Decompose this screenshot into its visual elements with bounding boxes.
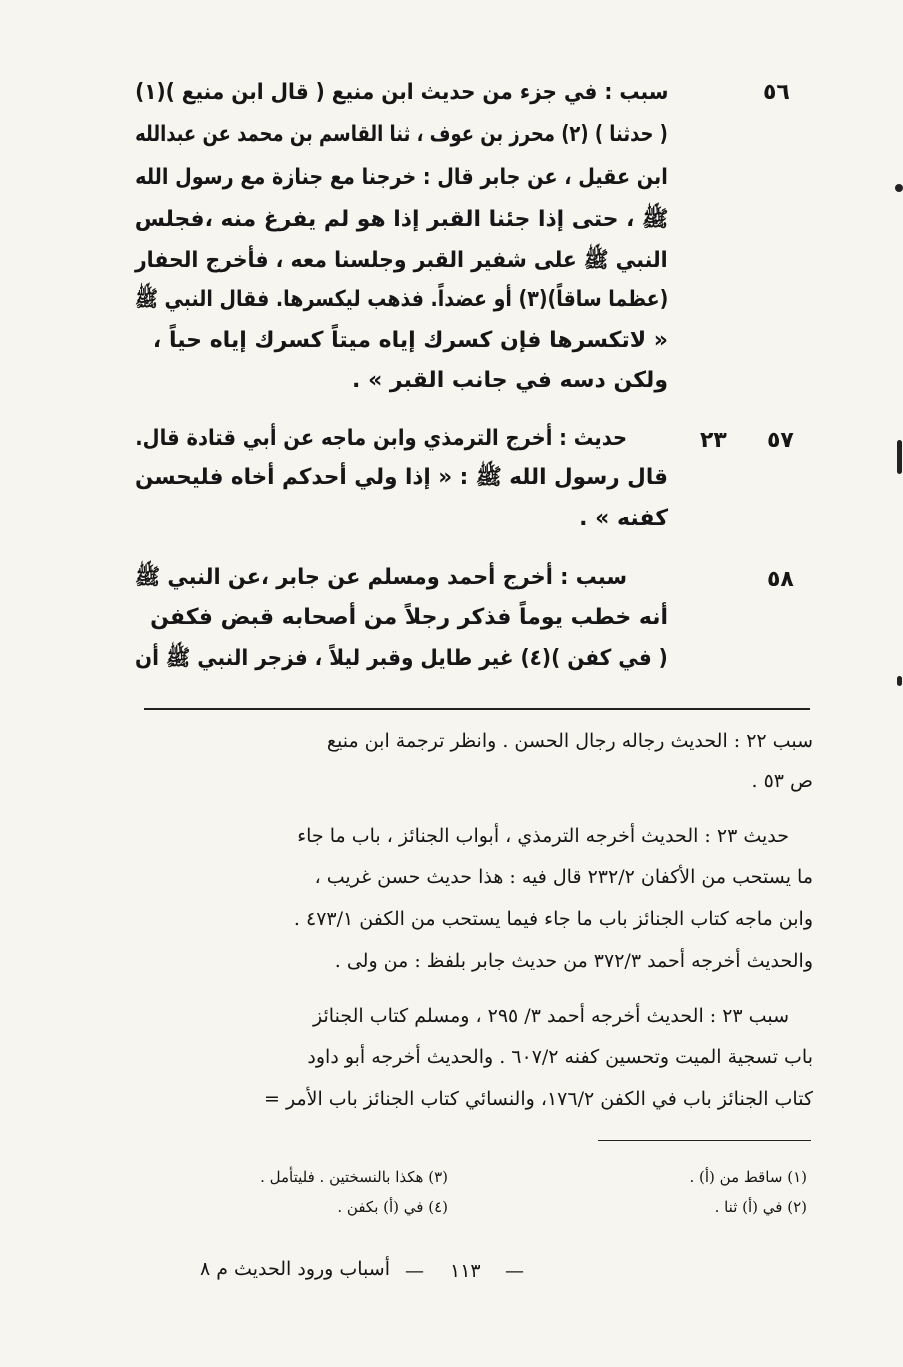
footnote-2: (٢) في (أ) ثنا . bbox=[714, 1198, 807, 1216]
note-line: ص ٥٣ . bbox=[751, 770, 813, 792]
footnote-1: (١) ساقط من (أ) . bbox=[689, 1168, 807, 1186]
note-line: وابن ماجه كتاب الجنائز باب ما جاء فيما يستحب من الكفن ٤٧٣/١ . bbox=[293, 908, 813, 930]
entry-number: ٥٨ bbox=[767, 567, 794, 592]
book-title: أسباب ورود الحديث م ٨ bbox=[200, 1258, 390, 1280]
entry-line: النبي ﷺ على شفير القبر وجلسنا معه ، فأخرج الحفار bbox=[135, 248, 668, 273]
entry-line: « لاتكسرها فإن كسرك إياه ميتاً كسرك إياه حياً ، bbox=[152, 328, 668, 353]
margin-mark bbox=[895, 184, 903, 192]
entry-number: ٥٦ bbox=[763, 80, 790, 105]
entry-line: سبب : أخرج أحمد ومسلم عن جابر ،عن النبي ﷺ bbox=[134, 565, 627, 590]
page-number: ١١٣ bbox=[450, 1260, 481, 1282]
hadith-number: ٢٣ bbox=[700, 428, 727, 453]
entry-number: ٥٧ bbox=[767, 428, 794, 453]
entry-line: ولكن دسه في جانب القبر » . bbox=[352, 368, 668, 393]
footer-dash-right: — bbox=[505, 1260, 524, 1282]
entry-line: ابن عقيل ، عن جابر قال : خرجنا مع جنازة مع رسول الله bbox=[135, 165, 668, 190]
entry-line: أنه خطب يوماً فذكر رجلاً من أصحابه قبض فكفن bbox=[150, 605, 668, 630]
note-line: والحديث أخرجه أحمد ٣٧٢/٣ من حديث جابر بلفظ : من ولى . bbox=[334, 950, 813, 972]
entry-line: سبب : في جزء من حديث ابن منيع ( قال ابن منيع )(١) bbox=[134, 80, 668, 105]
entry-line: قال رسول الله ﷺ : « إذا ولي أحدكم أخاه فليحسن bbox=[134, 465, 668, 490]
separator-rule bbox=[144, 708, 810, 710]
note-line: ما يستحب من الأكفان ٢٣٢/٢ قال فيه : هذا حديث حسن غريب ، bbox=[314, 866, 813, 888]
entry-line: ﷺ ، حتى إذا جئنا القبر إذا هو لم يفرغ منه ،فجلس bbox=[134, 207, 668, 232]
note-line: حديث ٢٣ : الحديث أخرجه الترمذي ، أبواب الجنائز ، باب ما جاء bbox=[297, 825, 789, 847]
margin-mark bbox=[897, 440, 902, 474]
note-line: سبب ٢٣ : الحديث أخرجه أحمد ٣/ ٢٩٥ ، ومسلم كتاب الجنائز bbox=[313, 1005, 789, 1027]
note-line: كتاب الجنائز باب في الكفن ١٧٦/٢، والنسائي كتاب الجنائز باب الأمر = bbox=[264, 1088, 813, 1110]
note-line: باب تسجية الميت وتحسين كفنه ٦٠٧/٢ . والحديث أخرجه أبو داود bbox=[307, 1046, 813, 1068]
entry-line: ( حدثنا ) (٢) محرز بن عوف ، ثنا القاسم بن محمد عن عبدالله bbox=[135, 122, 668, 147]
footnote-3: (٣) هكذا بالنسختين . فليتأمل . bbox=[260, 1168, 448, 1186]
entry-line: كفنه » . bbox=[579, 506, 668, 531]
entry-line: (عظما ساقاً)(٣) أو عضداً. فذهب ليكسرها. فقال النبي ﷺ bbox=[134, 287, 668, 312]
note-line: سبب ٢٢ : الحديث رجاله رجال الحسن . وانظر ترجمة ابن منيع bbox=[326, 730, 813, 752]
footnote-4: (٤) في (أ) بكفن . bbox=[337, 1198, 448, 1216]
footer-dash-left: — bbox=[405, 1260, 424, 1282]
entry-line: ( في كفن )(٤) غير طايل وقبر ليلاً ، فزجر النبي ﷺ أن bbox=[135, 646, 668, 671]
entry-line: حديث : أخرج الترمذي وابن ماجه عن أبي قتادة قال. bbox=[135, 426, 627, 451]
margin-mark bbox=[897, 676, 902, 686]
footnote-rule bbox=[598, 1140, 811, 1141]
